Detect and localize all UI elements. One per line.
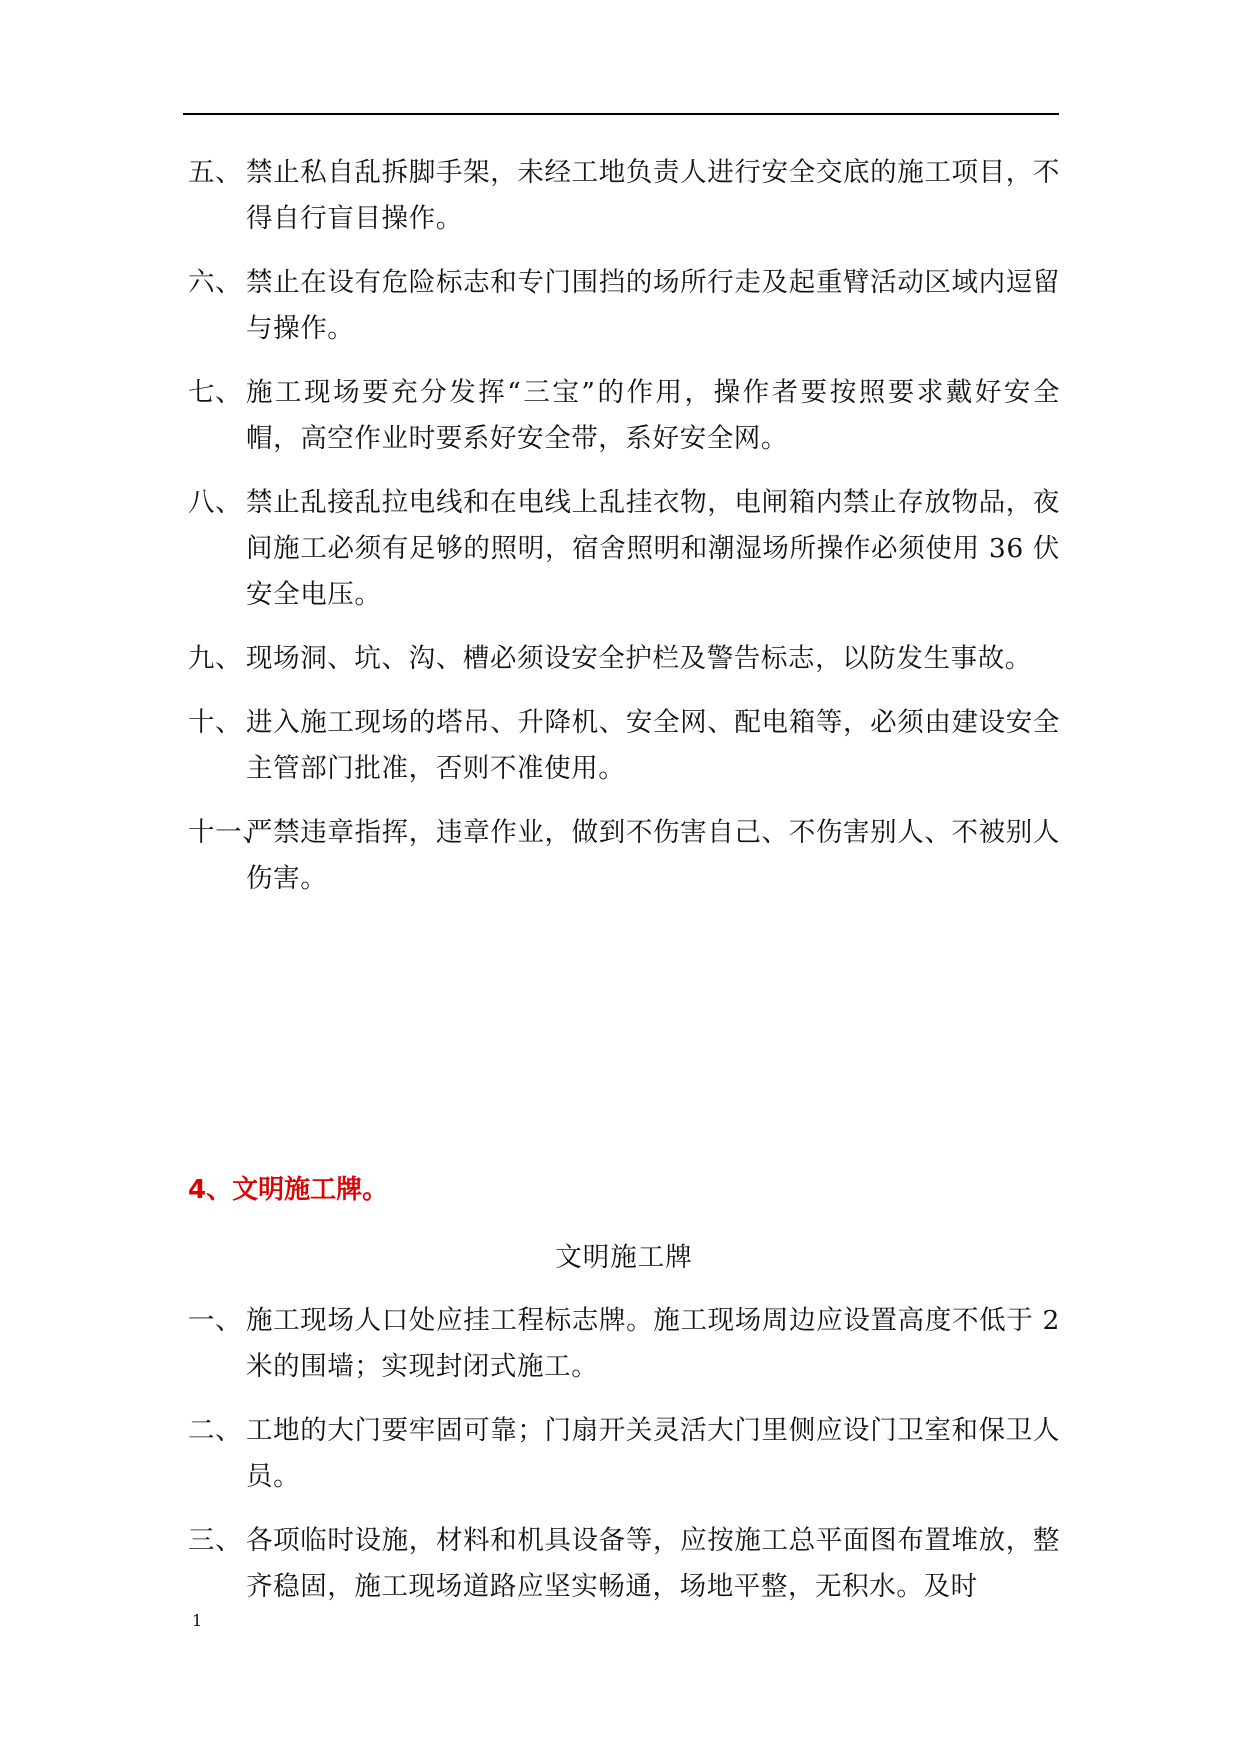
section-heading: 4、文明施工牌。 xyxy=(188,1175,389,1205)
rule-item-11 xyxy=(188,810,1060,902)
rule-item-7 xyxy=(188,370,1060,462)
item-number: 三、 xyxy=(188,1525,243,1556)
document-body xyxy=(188,150,1060,1628)
rule-item-10 xyxy=(188,700,1060,792)
rule-item-6 xyxy=(188,260,1060,352)
item-number: 二、 xyxy=(188,1415,243,1446)
sign-title: 文明施工牌 xyxy=(555,1242,693,1273)
blank-space xyxy=(188,920,1060,1170)
sign-item-3 xyxy=(188,1518,1060,1610)
header-rule xyxy=(183,113,1059,115)
rule-item-8 xyxy=(188,480,1060,618)
item-text: 严禁违章指挥，违章作业，做到不伤害自己、不伤害别人、不被别人伤害。 xyxy=(246,817,1060,894)
item-number: 六、 xyxy=(188,267,243,298)
item-text: 禁止私自乱拆脚手架，未经工地负责人进行安全交底的施工项目，不得自行盲目操作。 xyxy=(246,157,1060,234)
item-number: 十一、 xyxy=(188,817,270,848)
item-text: 现场洞、坑、沟、槽必须设安全护栏及警告标志，以防发生事故。 xyxy=(246,643,1032,674)
rule-item-9 xyxy=(188,636,1060,682)
item-text: 各项临时设施，材料和机具设备等，应按施工总平面图布置堆放，整齐稳固，施工现场道路应坚实畅通，场地平整，无积水。及时 xyxy=(246,1525,1060,1602)
item-number: 五、 xyxy=(188,157,243,188)
item-number: 一、 xyxy=(188,1305,243,1336)
rule-item-5 xyxy=(188,150,1060,242)
sign-item-2 xyxy=(188,1408,1060,1500)
page-number: 1 xyxy=(192,1611,203,1630)
item-number: 七、 xyxy=(188,377,243,408)
item-text: 进入施工现场的塔吊、升降机、安全网、配电箱等，必须由建设安全主管部门批准，否则不准使用。 xyxy=(246,707,1060,784)
item-number: 八、 xyxy=(188,487,243,518)
item-text: 禁止乱接乱拉电线和在电线上乱挂衣物，电闸箱内禁止存放物品，夜间施工必须有足够的照明，宿舍照明和潮湿场所操作必须使用 36 伏安全电压。 xyxy=(246,487,1060,610)
item-number: 九、 xyxy=(188,643,243,674)
item-text: 施工现场要充分发挥“三宝”的作用，操作者要按照要求戴好安全帽，高空作业时要系好安全带，系好安全网。 xyxy=(246,377,1060,454)
item-text: 禁止在设有危险标志和专门围挡的场所行走及起重臂活动区域内逗留与操作。 xyxy=(246,267,1060,344)
item-text: 施工现场人口处应挂工程标志牌。施工现场周边应设置高度不低于 2 米的围墙；实现封闭式施工。 xyxy=(246,1305,1060,1382)
sign-item-1 xyxy=(188,1298,1060,1390)
item-number: 十、 xyxy=(188,707,243,738)
item-text: 工地的大门要牢固可靠；门扇开关灵活大门里侧应设门卫室和保卫人员。 xyxy=(246,1415,1060,1492)
